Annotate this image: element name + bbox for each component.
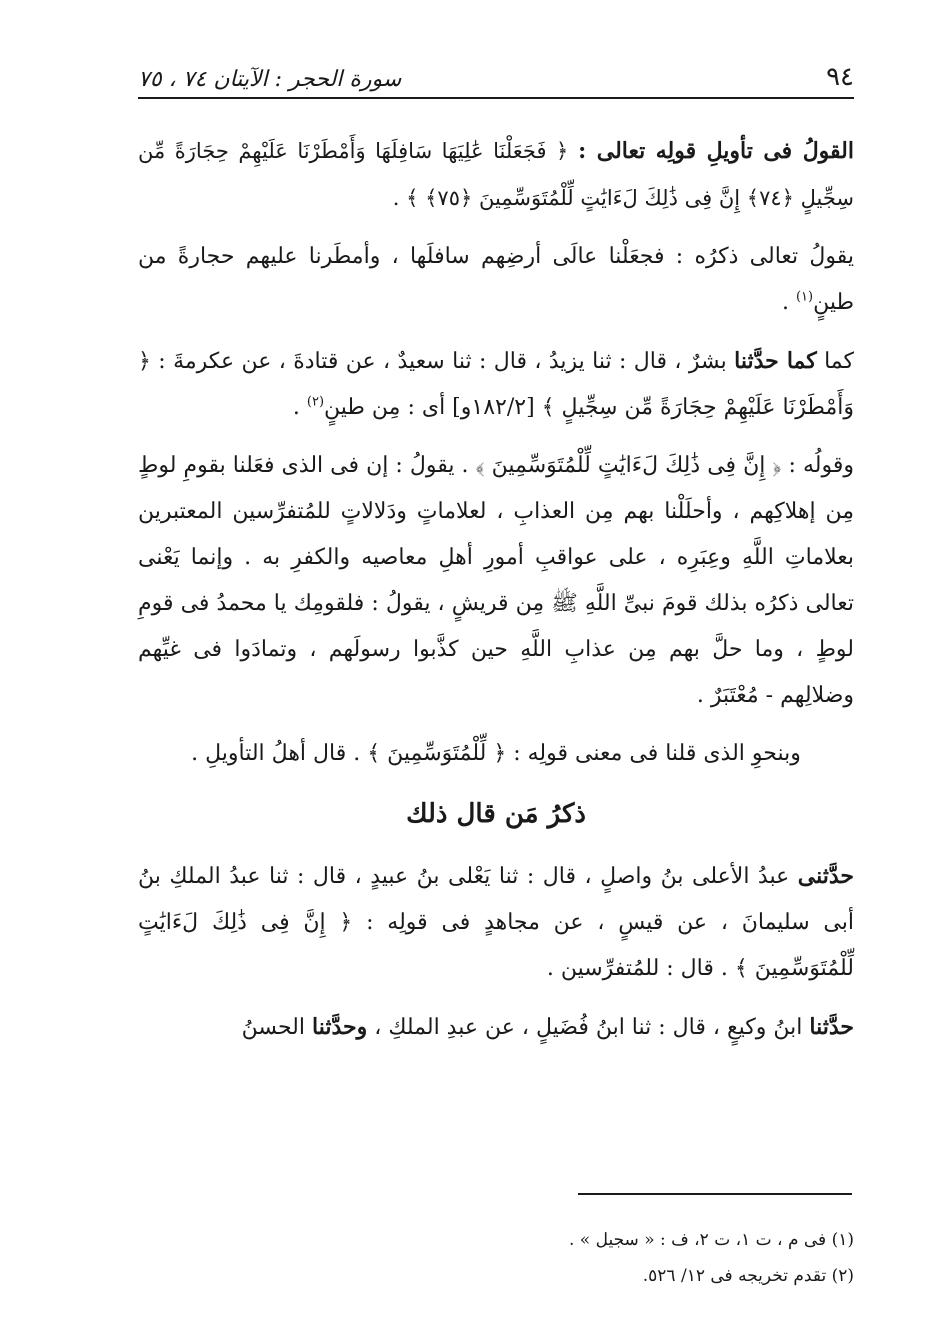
- section-heading: ذكرُ مَن قال ذلك: [406, 799, 586, 829]
- paragraph-text: وقولُه : ﴿ إِنَّ فِى ذَٰلِكَ لَءَايَٰتٍ لِّلْمُتَوَسِّمِينَ ﴾ . يقولُ : إن فى الذى فعَلنا بقومِ لوطٍ مِن إهلاكِهم ، وأحلَلْنا بهم مِن العذابِ ، لعلاماتٍ ودَلالاتٍ للمُتفرِّسين المعتبرين بعلاماتِ اللَّهِ وعِبَرِه ، على عواقبِ أمورِ أهلِ معاصيه والكفرِ به . وإنما يَعْنى تعالى ذكرُه بذلك قومَ نبىِّ اللَّهِ ﷺ مِن قريشٍ ، يقولُ : فلقومِك يا محمدُ فى قومِ لوطٍ ، وما حلَّ بهم مِن عذابِ اللَّهِ حين كذَّبوا رسولَهم ، وتمادَوا فى غيِّهم وضلالِهم - مُعْتَبَرٌ .: [138, 453, 854, 708]
- footnotes: [138, 1222, 854, 1294]
- paragraph-tail: .: [292, 395, 307, 420]
- paragraph-text: يقولُ تعالى ذكرُه : فجعَلْنا عالَى أرضِهم سافلَها ، وأمطَرنا عليهم حجارةً من طينٍ: [138, 244, 854, 315]
- paragraph-isnad-3: [138, 1004, 854, 1051]
- paragraph-explanation: [138, 443, 854, 719]
- footnote-ref-2: (٢): [306, 394, 325, 410]
- paragraph-lead: كما حدَّثنا: [734, 348, 817, 374]
- paragraph-lead-2: وحدَّثنا: [311, 1014, 368, 1040]
- footnote-1: (١) فى م ، ت ١، ت ٢، ف : « سجيل » .: [568, 1230, 854, 1250]
- footnote-ref-1: (١): [795, 289, 814, 305]
- running-head: [138, 48, 854, 92]
- paragraph-lead: حدَّثنا: [809, 1014, 854, 1040]
- paragraph-isnad-2: [138, 853, 854, 992]
- paragraph-text: ابنُ وكيعٍ ، قال : ثنا ابنُ فُضَيلٍ ، عن عبدِ الملكِ ،: [367, 1015, 810, 1040]
- paragraph-lead: القولُ فى تأويلِ قولِه تعالى :: [578, 138, 854, 164]
- paragraph-text-2: الحسنُ: [241, 1015, 312, 1040]
- header-rule: [138, 97, 854, 99]
- paragraph-tafsir: [138, 234, 854, 326]
- paragraph-lead: حدَّثنى: [797, 863, 854, 889]
- paragraph-pre: كما: [816, 349, 854, 374]
- paragraph-transition: [138, 731, 854, 777]
- quran-verse: ﴿ فَجَعَلْنَا عَٰلِيَهَا سَافِلَهَا وَأَمْطَرْنَا عَلَيْهِمْ حِجَارَةً مِّن سِجِّيلٍ ﴿٧٤﴾ إِنَّ فِى ذَٰلِكَ لَءَايَٰتٍ لِّلْمُتَوَسِّمِينَ ﴿٧٥﴾ ﴾ .: [138, 139, 854, 210]
- running-title: سورة الحجر : الآيتان ٧٤ ، ٧٥: [138, 67, 402, 92]
- paragraph-text: بشرٌ ، قال : ثنا يزيدُ ، قال : ثنا سعيدٌ ، عن قتادةَ ، عن عكرمةَ : ﴿ وَأَمْطَرْنَا عَلَيْهِمْ حِجَارَةً مِّن سِجِّيلٍ ﴾ [١٨٢/٢و] أى : مِن طينٍ: [138, 349, 854, 420]
- footnote-2: (٢) تقدم تخريجه فى ١٢/ ٥٢٦.: [642, 1266, 854, 1286]
- page-number: ٩٤: [826, 62, 854, 92]
- paragraph-isnad-1: [138, 338, 854, 431]
- footnote-rule: [578, 1193, 852, 1195]
- paragraph-tail: .: [781, 290, 796, 315]
- paragraph-text: عبدُ الأعلى بنُ واصلٍ ، قال : ثنا يَعْلى بنُ عبيدٍ ، قال : ثنا عبدُ الملكِ بنُ أبى سليمانَ ، عن قيسٍ ، عن مجاهدٍ فى قولِه : ﴿ إِنَّ فِى ذَٰلِكَ لَءَايَٰتٍ لِّلْمُتَوَسِّمِينَ ﴾ . قال : للمُتفرِّسين .: [138, 864, 854, 981]
- main-text: [138, 128, 854, 1063]
- paragraph-text: وبنحوِ الذى قلنا فى معنى قولِه : ﴿ لِّلْمُتَوَسِّمِينَ ﴾ . قال أهلُ التأويلِ .: [191, 741, 801, 766]
- paragraph-ayah-heading: [138, 128, 854, 222]
